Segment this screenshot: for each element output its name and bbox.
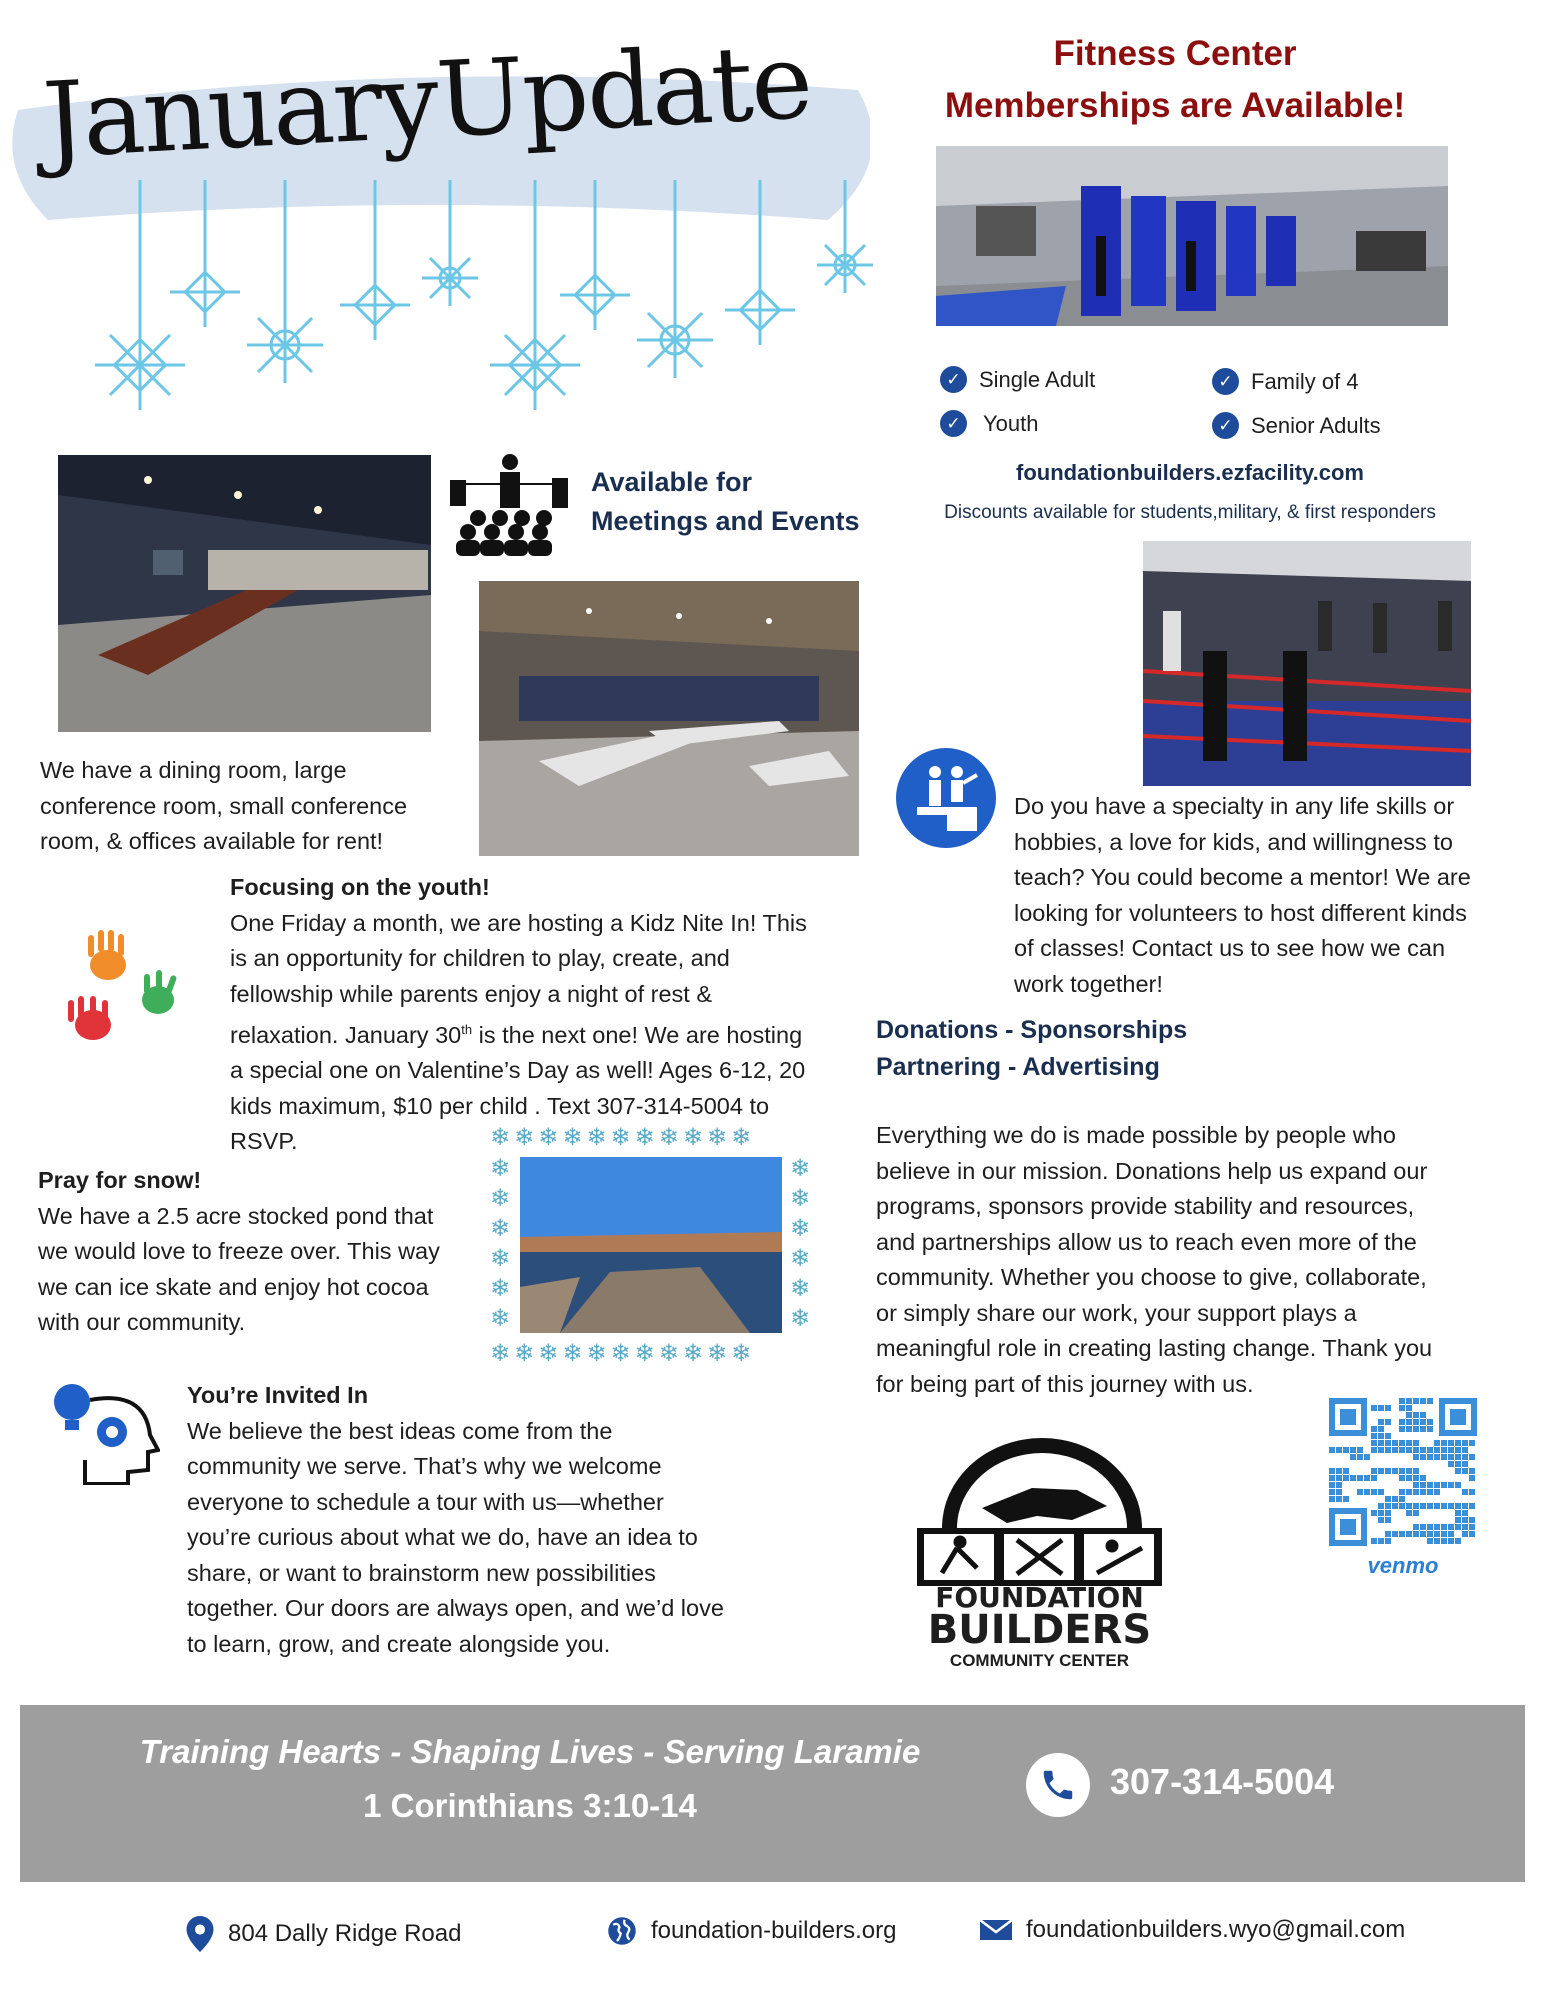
- snowflake-border-icon: ❄ ❄ ❄ ❄ ❄ ❄: [490, 1155, 511, 1332]
- text-line: One Friday a month, we are hosting a Kidz Nite In! This: [230, 909, 807, 936]
- text-line: room, & offices available for rent!: [40, 828, 384, 854]
- snowflake-decoration: [80, 180, 880, 420]
- idea-head-icon: [50, 1380, 160, 1485]
- membership-website[interactable]: foundationbuilders.ezfacility.com: [1016, 460, 1364, 485]
- text-line: kids maximum, $10 per child . Text 307-314-5004 to: [230, 1092, 770, 1119]
- snowflake-icons: [95, 237, 873, 410]
- text-line: everyone to schedule a tour with us—whether: [187, 1488, 664, 1515]
- discounts-note: Discounts available for students,military, & first responders: [944, 502, 1436, 523]
- venmo-qr-code[interactable]: [1327, 1396, 1479, 1548]
- snowflake-border-icon: ❄❄❄❄❄❄❄❄❄❄❄: [490, 1342, 756, 1366]
- text-line: or simply share our work, your support plays a: [876, 1299, 1357, 1326]
- check-icon: ✓: [940, 366, 967, 393]
- logo-line-2: BUILDERS: [927, 1607, 1152, 1653]
- text-line: Everything we do is made possible by people who: [876, 1122, 1396, 1148]
- snow-heading: Pray for snow!: [38, 1167, 202, 1193]
- globe-icon: [607, 1916, 637, 1946]
- text-line: meaningful role in creating lasting change. Thank you: [876, 1335, 1433, 1361]
- location-pin-icon: [186, 1916, 214, 1952]
- text-line: work together!: [1014, 970, 1163, 997]
- text-line: Do you have a specialty in any life skills or: [1014, 793, 1455, 819]
- address-contact: [186, 1916, 461, 1952]
- rentals-body: [40, 753, 407, 860]
- text-line: teach? You could become a mentor! We are: [1014, 864, 1471, 890]
- donations-body: [876, 1118, 1432, 1402]
- fitness-title-line-2: Memberships are Available!: [944, 86, 1406, 125]
- title-part-1: January: [40, 39, 440, 182]
- dining-room-photo: [58, 455, 431, 732]
- snowflake-border-icon: ❄ ❄ ❄ ❄ ❄ ❄: [790, 1155, 811, 1332]
- invited-section: [187, 1378, 724, 1662]
- text-line: RSVP.: [230, 1128, 298, 1155]
- membership-option-label: Single Adult: [979, 366, 1096, 392]
- gym-photo: [936, 146, 1448, 326]
- text-line: you’re curious about what we do, have an idea to: [187, 1524, 698, 1550]
- text-line: for being part of this journey with us.: [876, 1370, 1254, 1397]
- footer-tagline: Training Hearts - Shaping Lives - Serving Laramie: [139, 1733, 921, 1770]
- youth-heading: Focusing on the youth!: [230, 874, 490, 900]
- text-line: a special one on Valentine’s Day as well! Ages 6-12, 20: [230, 1057, 806, 1084]
- check-icon: ✓: [1212, 368, 1239, 395]
- conference-room-photo: [479, 581, 859, 856]
- text-line: we would love to freeze over. This way: [38, 1238, 440, 1264]
- text-line: we can ice skate and enjoy hot cocoa: [38, 1273, 429, 1300]
- text-line: together. Our doors are always open, and we’d love: [187, 1595, 724, 1621]
- donations-heading-line-1: Donations - Sponsorships: [876, 1016, 1188, 1044]
- mentor-icon: [895, 747, 997, 849]
- membership-option-label: Youth: [983, 410, 1039, 436]
- meetings-heading: [591, 463, 860, 541]
- foundation-builders-logo: [912, 1428, 1167, 1673]
- text-line: believe in our mission. Donations help us expand our: [876, 1157, 1428, 1184]
- footer-phone[interactable]: 307-314-5004: [1110, 1761, 1335, 1802]
- text-line: of classes! Contact us to see how we can: [1014, 935, 1446, 961]
- text-fragment: relaxation. January 30: [230, 1021, 462, 1048]
- email-icon: [980, 1918, 1012, 1942]
- mentor-body: [1014, 789, 1471, 1002]
- text-line: fellowship while parents enjoy a night of rest &: [230, 980, 713, 1007]
- footer-verse: 1 Corinthians 3:10-14: [363, 1787, 697, 1824]
- venmo-label: venmo: [1367, 1553, 1439, 1578]
- superscript: th: [461, 1022, 473, 1037]
- text-line: [230, 1012, 807, 1053]
- membership-option: [1212, 368, 1359, 395]
- youth-section: [230, 870, 807, 1160]
- text-line: with our community.: [38, 1309, 246, 1335]
- text-line: conference room, small conference: [40, 792, 408, 819]
- boxing-photo: [1143, 541, 1471, 786]
- phone-icon: [1026, 1753, 1090, 1817]
- snowflake-border-icon: ❄❄❄❄❄❄❄❄❄❄❄: [490, 1126, 756, 1150]
- membership-option: [940, 366, 1095, 393]
- pond-photo: [520, 1157, 782, 1333]
- meetings-heading-line-2: Meetings and Events: [591, 506, 860, 536]
- donations-heading-line-2: Partnering - Advertising: [876, 1053, 1160, 1081]
- check-icon: ✓: [940, 410, 967, 437]
- membership-option-label: Family of 4: [1251, 368, 1359, 394]
- website-contact[interactable]: [607, 1916, 897, 1946]
- invited-heading: You’re Invited In: [187, 1382, 369, 1408]
- fitness-title-line-1: Fitness Center: [1053, 34, 1297, 73]
- text-line: We have a 2.5 acre stocked pond that: [38, 1202, 434, 1229]
- membership-option: [1212, 412, 1381, 439]
- text-fragment: is the next one! We are hosting: [472, 1021, 803, 1048]
- text-line: We believe the best ideas come from the: [187, 1417, 613, 1444]
- text-line: community. Whether you choose to give, collaborate,: [876, 1264, 1427, 1290]
- address-text: 804 Dally Ridge Road: [228, 1920, 462, 1947]
- email-link[interactable]: foundationbuilders.wyo@gmail.com: [1026, 1916, 1406, 1943]
- email-contact[interactable]: [980, 1916, 1405, 1944]
- text-line: share, or want to brainstorm new possibilities: [187, 1559, 656, 1586]
- snow-section: [38, 1163, 478, 1341]
- text-line: We have a dining room, large: [40, 757, 347, 783]
- donations-heading: [876, 1012, 1187, 1086]
- meeting-icon: [448, 452, 572, 556]
- text-line: and partnerships allow us to reach even more of the: [876, 1228, 1417, 1255]
- text-line: is an opportunity for children to play, create, and: [230, 945, 730, 971]
- text-line: programs, sponsors provide stability and resources,: [876, 1193, 1415, 1219]
- logo-line-1: FOUNDATION: [935, 1581, 1144, 1614]
- website-link[interactable]: foundation-builders.org: [651, 1917, 897, 1944]
- meetings-heading-line-1: Available for: [591, 467, 753, 497]
- membership-option: [940, 410, 1038, 437]
- membership-option-label: Senior Adults: [1251, 412, 1381, 438]
- text-line: to learn, grow, and create alongside you.: [187, 1630, 611, 1657]
- fitness-heading: [905, 28, 1445, 132]
- text-line: hobbies, a love for kids, and willingness to: [1014, 828, 1453, 855]
- text-line: community we serve. That’s why we welcome: [187, 1453, 662, 1479]
- handprints-icon: [58, 930, 190, 1052]
- check-icon: ✓: [1212, 412, 1239, 439]
- title-part-2: Update: [433, 19, 814, 162]
- text-line: looking for volunteers to host different kinds: [1014, 899, 1467, 926]
- logo-line-3: COMMUNITY CENTER: [949, 1651, 1130, 1670]
